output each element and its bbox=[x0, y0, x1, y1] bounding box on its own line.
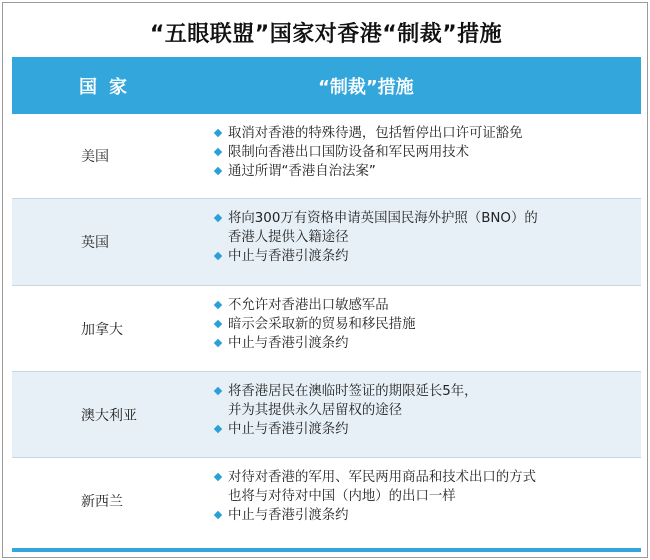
measures-cell bbox=[215, 199, 641, 285]
measures-cell bbox=[215, 114, 641, 198]
measure-item: 中止与香港引渡条约 bbox=[215, 247, 641, 266]
measure-item: 将香港居民在澳临时签证的期限延长5年， 并为其提供永久居留权的途径 bbox=[215, 382, 641, 420]
diamond-bullet-icon bbox=[214, 511, 222, 519]
diamond-bullet-icon bbox=[214, 301, 222, 309]
table-row bbox=[12, 458, 641, 544]
header-country: 国家 bbox=[79, 76, 139, 98]
country-cell: 英国 bbox=[81, 235, 109, 251]
diamond-bullet-icon bbox=[214, 167, 222, 175]
diamond-bullet-icon bbox=[214, 214, 222, 222]
diamond-bullet-icon bbox=[214, 387, 222, 395]
measure-item: 通过所谓“香港自治法案” bbox=[215, 162, 641, 181]
diamond-bullet-icon bbox=[214, 473, 222, 481]
measure-item: 暗示会采取新的贸易和移民措施 bbox=[215, 315, 641, 334]
diamond-bullet-icon bbox=[214, 425, 222, 433]
table-row bbox=[12, 286, 641, 372]
country-cell: 澳大利亚 bbox=[81, 407, 137, 424]
country-cell: 新西兰 bbox=[81, 494, 123, 510]
page-title: “五眼联盟”国家对香港“制裁”措施 bbox=[149, 22, 503, 47]
diamond-bullet-icon bbox=[214, 339, 222, 347]
country-cell: 加拿大 bbox=[81, 321, 123, 338]
measure-item: 将向300万有资格申请英国国民海外护照（BNO）的 香港人提供入籍途径 bbox=[215, 209, 641, 247]
measures-cell bbox=[215, 372, 641, 457]
table-row bbox=[12, 372, 641, 458]
measures-cell bbox=[215, 458, 641, 544]
measure-item: 限制向香港出口国防设备和军民两用技术 bbox=[215, 143, 641, 162]
table-row bbox=[12, 199, 641, 286]
diamond-bullet-icon bbox=[214, 320, 222, 328]
measure-item: 中止与香港引渡条约 bbox=[215, 506, 641, 525]
measure-item: 不允许对香港出口敏感军品 bbox=[215, 296, 641, 315]
diamond-bullet-icon bbox=[214, 129, 222, 137]
measure-item: 取消对香港的特殊待遇，包括暂停出口许可证豁免 bbox=[215, 124, 641, 143]
bottom-accent-bar bbox=[12, 548, 641, 552]
diamond-bullet-icon bbox=[214, 252, 222, 260]
sanctions-table bbox=[12, 57, 641, 544]
measure-item: 中止与香港引渡条约 bbox=[215, 420, 641, 439]
measure-item: 对待对香港的军用、军民两用商品和技术出口的方式 也将与对待对中国（内地）的出口一样 bbox=[215, 468, 641, 506]
table-header bbox=[12, 57, 641, 114]
diamond-bullet-icon bbox=[214, 148, 222, 156]
header-measures: “制裁”措施 bbox=[318, 76, 414, 98]
table-row bbox=[12, 114, 641, 199]
measure-item: 中止与香港引渡条约 bbox=[215, 334, 641, 353]
measures-cell bbox=[215, 286, 641, 371]
infographic-frame bbox=[2, 2, 648, 558]
country-cell: 美国 bbox=[81, 149, 109, 165]
